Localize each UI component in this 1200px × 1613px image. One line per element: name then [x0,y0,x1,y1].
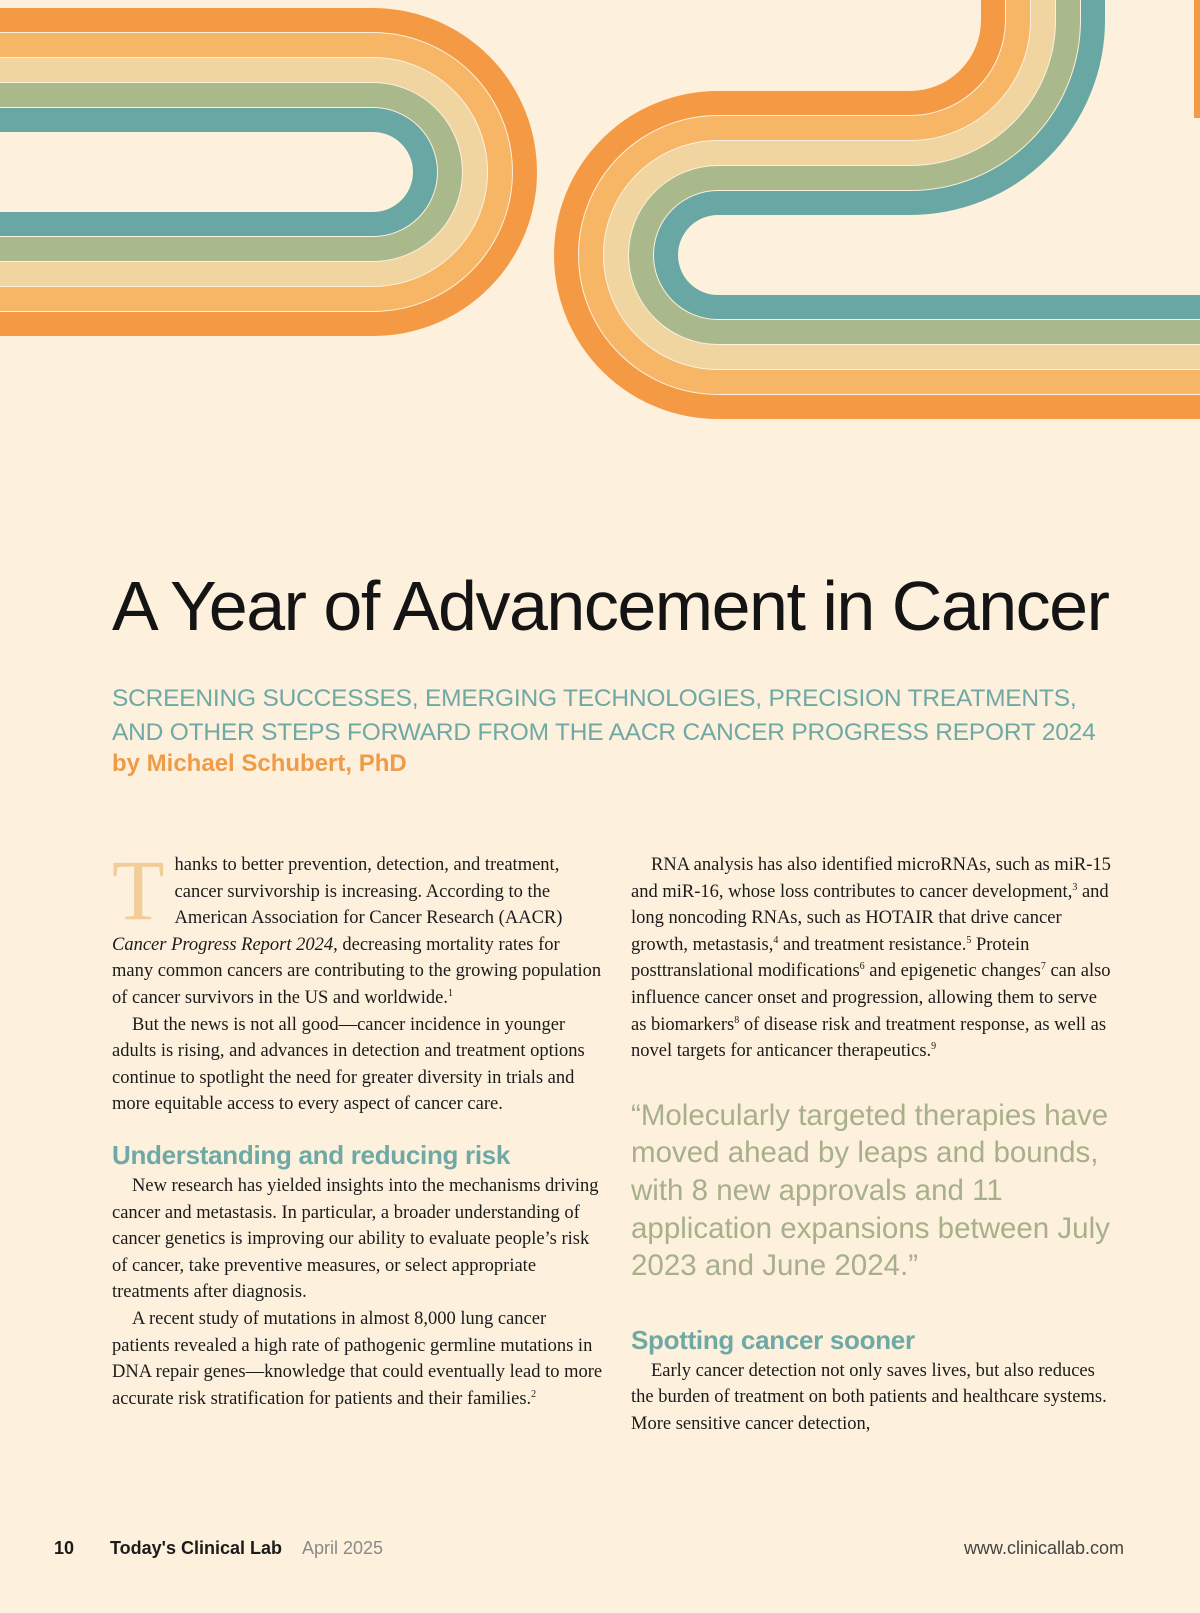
report-title-italic: Cancer Progress Report 2024 [112,934,334,955]
issue-date: April 2025 [301,1538,384,1558]
article-title: A Year of Advancement in Cancer [112,567,1109,645]
paragraph-intro: Thanks to better prevention, detection, and treatment, cancer survivorship is increasing. According to the American Association for Cancer Research (AACR) Cancer Progress Report 2024, decreasing mortality rates for many common cancers are contributing to the growing population of cancer survivors in the US and worldwide.$^1$ [112,842,602,1008]
page-number: 10 [54,1538,75,1558]
paragraph-lung-study: A recent study of mutations in almost 8,000 lung cancer patients revealed a high rate of pathogenic germline mutations in DNA repair genes—knowledge that could eventually lead to more accurate risk stratification for patients and their families.$^2$ [112,1308,603,1409]
subtitle-line-2: AND OTHER STEPS FORWARD FROM THE AACR CANCER PROGRESS REPORT 2024 [112,719,1096,746]
footnote-ref: 2 [531,1388,537,1400]
right-column [631,852,1116,1438]
subtitle-line-1: SCREENING SUCCESSES, EMERGING TECHNOLOGIES, PRECISION TREATMENTS, [112,685,1077,712]
decorative-stripe-artwork [0,0,1200,560]
article-byline: by Michael Schubert, PhD [112,750,407,777]
pull-quote: “Molecularly targeted therapies have moved ahead by leaps and bounds, with 8 new approvals and 11 application expansions between July 2023 and June 2024.” [631,1098,1110,1283]
drop-cap: T [112,842,165,938]
magazine-name: Today's Clinical Lab [110,1538,282,1558]
paragraph-news: But the news is not all good—cancer incidence in younger adults is rising, and advances in detection and treatment options continue to spotlight the need for greater diversity in trials and more equitable access to every aspect of cancer care. [112,1014,585,1115]
footnote-ref: 1 [448,987,453,999]
left-loop-stripe-teal [0,120,425,224]
section-heading-risk: Understanding and reducing risk [112,1139,511,1170]
website-link[interactable]: www.clinicallab.com [963,1538,1124,1558]
page-footer [54,1538,1124,1559]
left-column [112,842,604,1412]
right-loop-stripe-sage [641,0,1200,332]
edge-stripe-orange [1194,0,1200,118]
paragraph-detection: Early cancer detection not only saves lives, but also reduces the burden of treatment on both patients and healthcare systems. More sensitive cancer detection, [631,1360,1107,1434]
paragraph-rna: RNA analysis has also identified microRNAs, such as miR-15 and miR-16, whose loss contributes to cancer development,$^3$ and long noncoding RNAs, such as HOTAIR that drive cancer growth, metastasis,$^4$ and treatment resistance.$^5$ Protein posttranslational modifications$^6$ and epigenetic changes$^7$ can also influence cancer onset and progression, allowing them to serve as biomarkers$^8$ of disease risk and treatment response, as well as novel targets for anticancer therapeutics.$^9$ [631,855,1111,1062]
section-heading-spotting: Spotting cancer sooner [631,1324,915,1355]
article-subtitle [112,682,1096,750]
paragraph-research: New research has yielded insights into the mechanisms driving cancer and metastasis. In particular, a broader understanding of cancer genetics is improving our ability to evaluate people’s risk of cancer, take preventive measures, or select appropriate treatments after diagnosis. [112,1175,599,1303]
